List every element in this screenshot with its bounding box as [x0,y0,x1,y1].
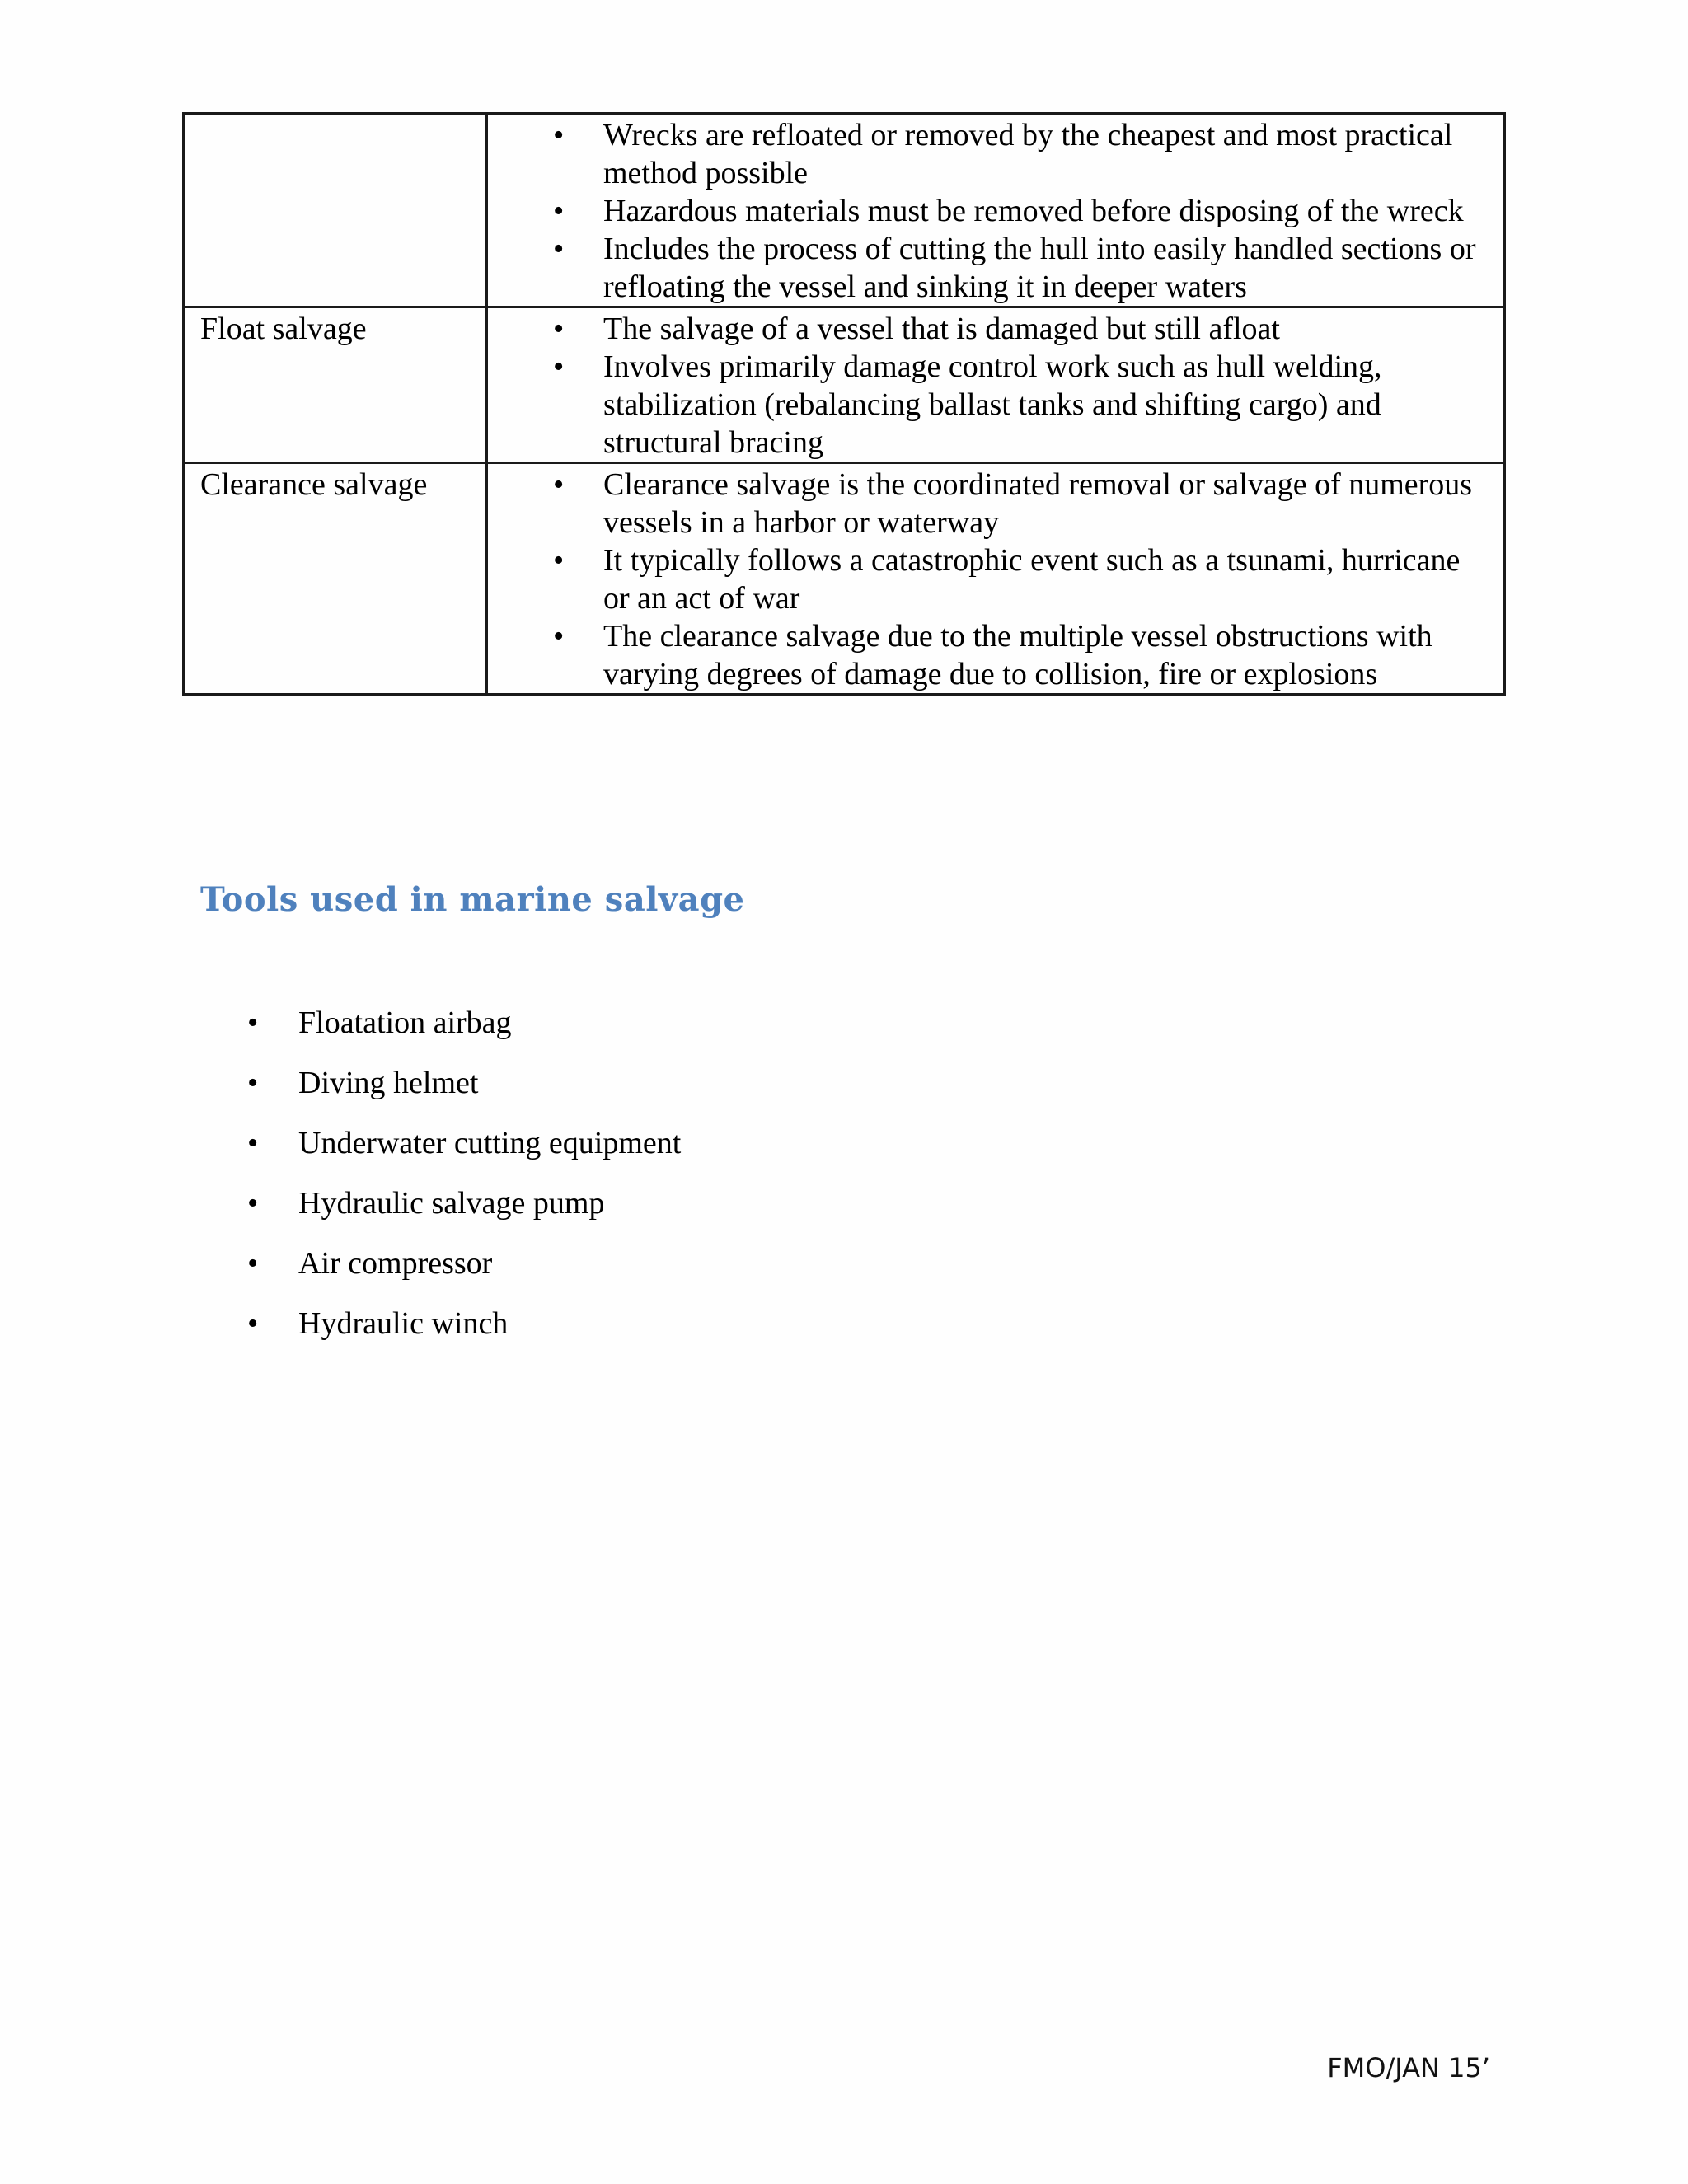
list-item: • Wrecks are refloated or removed by the cheapest and most practical method possible [488,116,1484,192]
description-list [488,466,1484,693]
salvage-description-cell [487,307,1505,463]
tool-item: • Hydraulic winch [247,1305,681,1365]
salvage-type-cell [184,307,487,463]
salvage-types-table [182,112,1506,696]
list-item: • The salvage of a vessel that is damaged but still afloat [488,310,1484,348]
list-item: • It typically follows a catastrophic event such as a tsunami, hurricane or an act of war [488,541,1484,617]
tool-item: • Underwater cutting equipment [247,1124,681,1184]
section-heading: Tools used in marine salvage [200,880,745,919]
salvage-type-cell [184,114,487,307]
tool-item: • Diving helmet [247,1064,681,1124]
list-item: • The clearance salvage due to the multiple vessel obstructions with varying degrees of damage due to collision, fire or explosions [488,617,1484,693]
table-row [184,114,1505,307]
list-item: • Includes the process of cutting the hull into easily handled sections or refloating the vessel and sinking it in deeper waters [488,230,1484,306]
salvage-type-cell [184,463,487,695]
tool-item: • Air compressor [247,1244,681,1305]
table-row [184,463,1505,695]
salvage-type-label: Float salvage [200,312,367,346]
salvage-type-label [200,115,485,116]
tools-list [247,1004,681,1365]
description-list [488,116,1484,306]
description-list [488,310,1484,462]
tool-item: • Hydraulic salvage pump [247,1184,681,1244]
list-item: • Clearance salvage is the coordinated removal or salvage of numerous vessels in a harbor or waterway [488,466,1484,541]
tool-item: • Floatation airbag [247,1004,681,1064]
list-item: • Hazardous materials must be removed before disposing of the wreck [488,192,1484,230]
salvage-description-cell [487,114,1505,307]
list-item: • Involves primarily damage control work such as hull welding, stabilization (rebalancing ballast tanks and shifting cargo) and structural bracing [488,348,1484,462]
salvage-type-label: Clearance salvage [200,467,428,502]
table-row [184,307,1505,463]
salvage-description-cell [487,463,1505,695]
page-footer: FMO/JAN 15’ [1327,2052,1490,2083]
